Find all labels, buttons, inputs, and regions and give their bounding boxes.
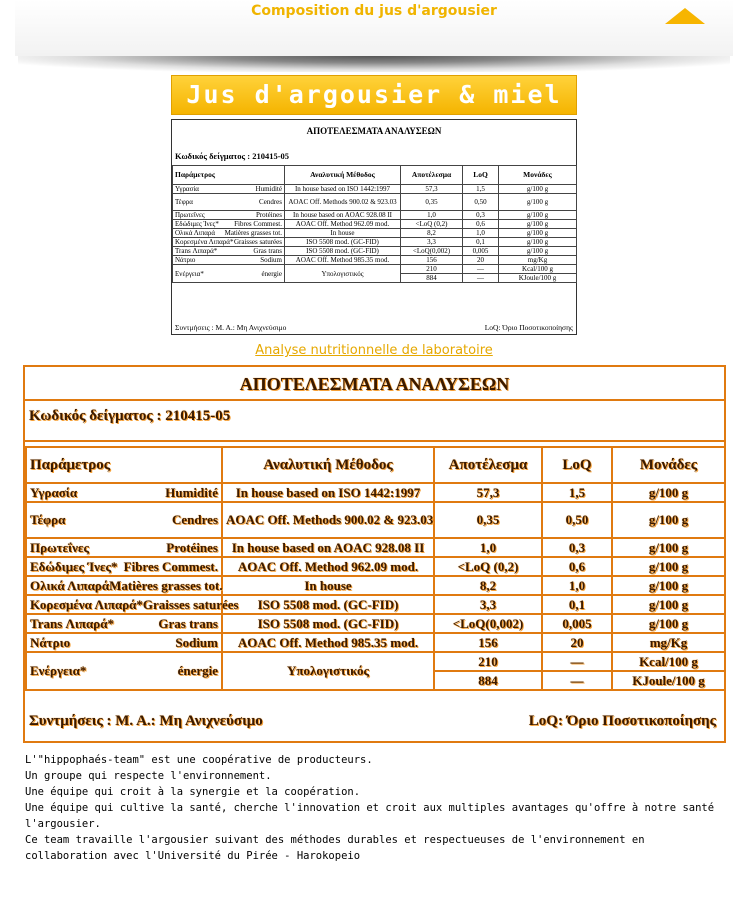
header-shadow <box>18 56 730 72</box>
loq-cell: 1,5 <box>463 185 499 194</box>
parameter-cell <box>173 185 285 194</box>
parameter-french: Protéines <box>255 211 282 219</box>
parameter-greek: Εδώδιμες Ίνες* <box>175 220 219 228</box>
unit-cell: g/100 g <box>499 247 577 256</box>
table-row <box>173 220 577 229</box>
parameter-cell <box>173 229 285 238</box>
loq-cell: 0,3 <box>463 211 499 220</box>
loq-cell: 0,1 <box>463 238 499 247</box>
parameter-french: Gras trans <box>253 247 282 255</box>
parameter-french: Cendres <box>259 198 282 206</box>
result-cell: 0,35 <box>401 194 463 211</box>
parameter-greek: Υγρασία <box>30 484 78 500</box>
parameter-greek: Ενέργεια* <box>30 663 87 678</box>
description-line: L'"hippophaés-team" est une coopérative de producteurs. <box>25 754 373 766</box>
collapse-arrow-icon[interactable] <box>665 8 705 24</box>
table-row <box>173 247 577 256</box>
header-cell: Αποτέλεσμα <box>434 447 542 483</box>
parameter-cell <box>26 538 222 557</box>
unit-cell: g/100 g <box>499 238 577 247</box>
parameter-cell <box>26 614 222 633</box>
loq-cell: 0,6 <box>542 557 612 576</box>
table-row <box>26 614 725 633</box>
loq-cell: 1,5 <box>542 483 612 502</box>
unit-cell: Kcal/100 g <box>499 265 577 274</box>
table-row <box>26 633 725 652</box>
thumb-title: ΑΠΟΤΕΛΕΣΜΑΤΑ ΑΝΑΛΥΣΕΩΝ <box>306 126 442 136</box>
loq-cell: 20 <box>463 256 499 265</box>
product-banner <box>171 75 577 115</box>
loq-cell: 1,0 <box>463 229 499 238</box>
result-cell: 1,0 <box>434 538 542 557</box>
description-line: Ce team travaille l'argousier suivant des méthodes durables et respectueuses de l'environnement en collaboration avec l'Université du Pirée - Harokopeio <box>25 834 645 862</box>
result-cell: <LoQ (0,2) <box>434 557 542 576</box>
parameter-cell <box>173 211 285 220</box>
thumb-header-cell: Μονάδες <box>499 166 577 185</box>
parameter-greek: Trans Λιπαρά* <box>30 615 114 631</box>
unit-cell: g/100 g <box>612 483 725 502</box>
thumb-sample-code: Κωδικός δείγματος : 210415-05 <box>175 151 290 161</box>
energy-row <box>26 652 725 671</box>
unit-cell: g/100 g <box>612 557 725 576</box>
parameter-cell <box>26 502 222 538</box>
sample-code: Κωδικός δείγματος : 210415-05 <box>29 408 231 424</box>
description-text <box>25 752 725 864</box>
unit-cell: g/100 g <box>612 614 725 633</box>
description-line: Un groupe qui respecte l'environnement. <box>25 770 272 782</box>
method-cell: AOAC Off. Methods 900.02 & 923.03 <box>222 502 434 538</box>
parameter-greek: Υγρασία <box>175 185 199 193</box>
energy-row <box>173 265 577 274</box>
parameter-french: Matières grasses tot. <box>224 229 282 237</box>
parameter-greek: Trans Λιπαρά* <box>175 247 218 255</box>
parameter-french: Graisses saturées <box>142 596 239 612</box>
parameter-cell <box>173 220 285 229</box>
analysis-table <box>23 365 726 743</box>
result-cell: 57,3 <box>434 483 542 502</box>
thumb-footer <box>175 323 573 332</box>
method-cell: AOAC Off. Method 962.09 mod. <box>285 220 401 229</box>
parameter-greek: Ενέργεια* <box>175 269 204 278</box>
unit-cell: g/100 g <box>499 229 577 238</box>
parameter-greek: Κορεσμένα Λιπαρά* <box>175 238 234 246</box>
method-cell: In house based on AOAC 928.08 II <box>285 211 401 220</box>
thumb-table <box>172 165 577 283</box>
parameter-cell <box>26 633 222 652</box>
method-cell: AOAC Off. Method 985.35 mod. <box>285 256 401 265</box>
analysis-thumbnail <box>171 119 577 335</box>
unit-cell: g/100 g <box>612 595 725 614</box>
result-cell: 156 <box>434 633 542 652</box>
loq-cell: 0,50 <box>542 502 612 538</box>
parameter-cell <box>26 595 239 614</box>
thumb-header-cell: Αποτέλεσμα <box>401 166 463 185</box>
unit-cell: g/100 g <box>499 220 577 229</box>
unit-cell: g/100 g <box>612 576 725 595</box>
parameter-greek: Ολικά Λιπαρά <box>175 229 216 237</box>
method-cell: ISO 5508 mod. (GC-FID) <box>222 595 434 614</box>
header-cell: LoQ <box>542 447 612 483</box>
method-cell: ISO 5508 mod. (GC-FID) <box>285 247 401 256</box>
parameter-greek: Πρωτεΐνες <box>175 211 205 219</box>
parameter-greek: Ολικά Λιπαρά <box>30 577 110 593</box>
unit-cell: KJoule/100 g <box>499 274 577 283</box>
result-cell: 210 <box>434 652 542 671</box>
parameter-french: Sodium <box>260 256 282 264</box>
description-line: Une équipe qui croit à la synergie et la coopération. <box>25 786 361 798</box>
unit-cell: g/100 g <box>499 194 577 211</box>
header-cell: Παράμετρος <box>26 447 222 483</box>
loq-cell: — <box>542 652 612 671</box>
table-top-rule <box>25 440 724 442</box>
parameter-french: Fibres Commest. <box>234 220 282 228</box>
thumb-header-cell: Παράμετρος <box>173 166 285 185</box>
loq-cell: 0,6 <box>463 220 499 229</box>
loq-cell: 0,1 <box>542 595 612 614</box>
table-row <box>173 194 577 211</box>
parameter-french: Humidité <box>255 185 282 193</box>
loq-cell: 20 <box>542 633 612 652</box>
thumb-footer-left: Συντμήσεις : Μ. Α.: Μη Ανιχνεύσιμο <box>175 323 287 332</box>
unit-cell: mg/Kg <box>612 633 725 652</box>
result-cell: 0,35 <box>434 502 542 538</box>
unit-cell: g/100 g <box>499 185 577 194</box>
result-cell: 3,3 <box>434 595 542 614</box>
parameter-greek: Τέφρα <box>30 512 66 527</box>
parameter-greek: Τέφρα <box>175 198 193 206</box>
parameter-french: énergie <box>261 269 282 278</box>
analysis-title: ΑΠΟΤΕΛΕΣΜΑΤΑ ΑΝΑΛΥΣΕΩΝ <box>25 369 724 401</box>
method-cell: In house <box>285 229 401 238</box>
loq-cell: — <box>542 671 612 690</box>
method-cell: ISO 5508 mod. (GC-FID) <box>222 614 434 633</box>
method-cell: AOAC Off. Method 985.35 mod. <box>222 633 434 652</box>
result-cell: 8,2 <box>401 229 463 238</box>
parameter-cell <box>26 557 222 576</box>
thumb-header-cell: Αναλυτική Μέθοδος <box>285 166 401 185</box>
thumb-header-cell: LoQ <box>463 166 499 185</box>
method-cell: AOAC Off. Method 962.09 mod. <box>222 557 434 576</box>
parameter-cell <box>26 576 222 595</box>
table-row <box>173 185 577 194</box>
parameter-cell <box>173 265 285 283</box>
unit-cell: KJoule/100 g <box>612 671 725 690</box>
parameter-french: Graisses saturées <box>233 238 282 246</box>
parameter-cell <box>26 483 222 502</box>
parameter-french: Protéines <box>166 539 218 555</box>
table-row <box>173 238 577 247</box>
table-row <box>26 595 725 614</box>
description-line: Une équipe qui cultive la santé, cherche l'innovation et croit aux multiples avantages qu'offre à notre santé l'argousier. <box>25 802 715 830</box>
table-row <box>173 256 577 265</box>
result-cell: 884 <box>434 671 542 690</box>
table-row <box>26 538 725 557</box>
parameter-cell <box>173 194 285 211</box>
method-cell: ISO 5508 mod. (GC-FID) <box>285 238 401 247</box>
unit-cell: g/100 g <box>612 502 725 538</box>
result-cell: 210 <box>401 265 463 274</box>
parameter-french: Fibres Commest. <box>123 558 218 574</box>
method-cell: In house based on AOAC 928.08 II <box>222 538 434 557</box>
analysis-footer <box>29 713 716 730</box>
banner-text: Jus d'argousier & miel <box>186 80 562 109</box>
loq-cell: — <box>463 274 499 283</box>
table-row <box>173 229 577 238</box>
table-row <box>26 483 725 502</box>
parameter-cell <box>173 256 285 265</box>
method-cell: In house based on ISO 1442:1997 <box>222 483 434 502</box>
unit-cell: Kcal/100 g <box>612 652 725 671</box>
unit-cell: g/100 g <box>612 538 725 557</box>
section-header <box>15 0 733 56</box>
parameter-greek: Νάτριο <box>175 256 196 264</box>
method-cell: Υπολογιστικός <box>285 265 401 283</box>
parameter-cell <box>173 238 285 247</box>
parameter-cell <box>26 652 222 690</box>
result-cell: 3,3 <box>401 238 463 247</box>
parameter-greek: Νάτριο <box>30 634 71 650</box>
thumb-footer-right: LoQ: Όριο Ποσοτικοποίησης <box>484 323 573 332</box>
parameter-greek: Πρωτεΐνες <box>30 539 89 555</box>
result-cell: 1,0 <box>401 211 463 220</box>
loq-cell: 0,3 <box>542 538 612 557</box>
method-cell: In house <box>222 576 434 595</box>
loq-cell: 0,005 <box>463 247 499 256</box>
parameter-french: Humidité <box>165 484 218 500</box>
loq-cell: 0,50 <box>463 194 499 211</box>
result-cell: <LoQ (0,2) <box>401 220 463 229</box>
result-cell: 57,3 <box>401 185 463 194</box>
parameter-greek: Κορεσμένα Λιπαρά* <box>30 596 143 612</box>
result-cell: 884 <box>401 274 463 283</box>
footer-left: Συντμήσεις : Μ. Α.: Μη Ανιχνεύσιμο <box>29 713 263 729</box>
result-cell: <LoQ(0,002) <box>401 247 463 256</box>
header-row <box>26 447 725 483</box>
header-cell: Αναλυτική Μέθοδος <box>222 447 434 483</box>
parameter-cell <box>173 247 285 256</box>
method-cell: Υπολογιστικός <box>222 652 434 690</box>
parameter-french: Gras trans <box>158 615 218 631</box>
result-cell: <LoQ(0,002) <box>434 614 542 633</box>
header-cell: Μονάδες <box>612 447 725 483</box>
parameter-french: Sodium <box>175 634 218 650</box>
footer-right: LoQ: Όριο Ποσοτικοποίησης <box>528 713 716 729</box>
unit-cell: g/100 g <box>499 211 577 220</box>
method-cell: In house based on ISO 1442:1997 <box>285 185 401 194</box>
method-cell: AOAC Off. Methods 900.02 & 923.03 <box>285 194 401 211</box>
thumb-header-row <box>173 166 577 185</box>
results-table <box>25 446 726 691</box>
loq-cell: — <box>463 265 499 274</box>
unit-cell: mg/Kg <box>499 256 577 265</box>
table-row <box>26 502 725 538</box>
parameter-french: Cendres <box>172 512 218 527</box>
table-row <box>26 576 725 595</box>
table-row <box>173 211 577 220</box>
parameter-french: énergie <box>177 663 218 678</box>
loq-cell: 1,0 <box>542 576 612 595</box>
result-cell: 156 <box>401 256 463 265</box>
result-cell: 8,2 <box>434 576 542 595</box>
parameter-french: Matières grasses tot. <box>109 577 223 593</box>
table-row <box>26 557 725 576</box>
parameter-greek: Εδώδιμες Ίνες* <box>30 558 118 574</box>
section-title[interactable]: Composition du jus d'argousier <box>251 3 497 19</box>
loq-cell: 0,005 <box>542 614 612 633</box>
lab-analysis-link[interactable]: Analyse nutritionnelle de laboratoire <box>255 343 493 358</box>
